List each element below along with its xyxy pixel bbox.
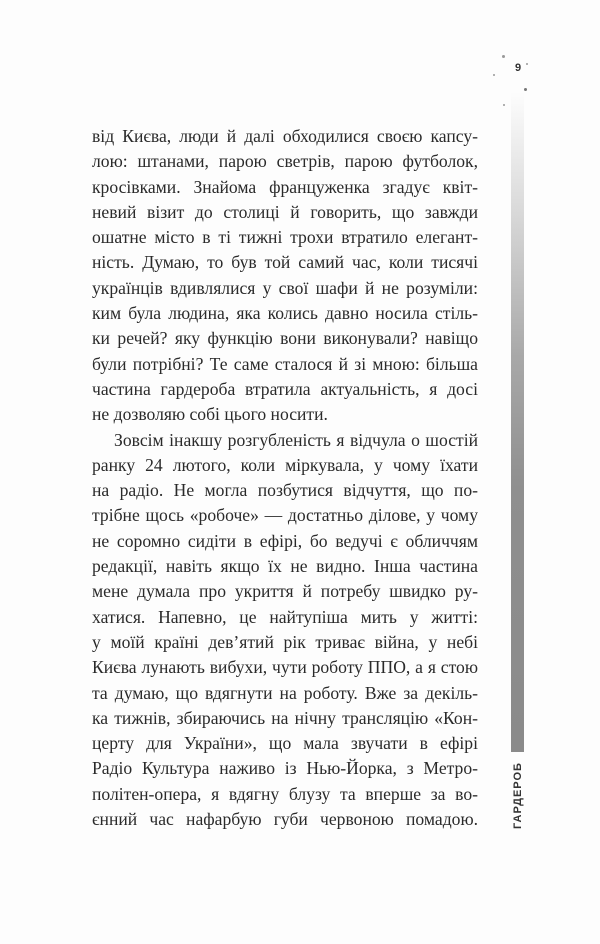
text-line: ки речей? яку функцію вони виконували? навіщо (92, 328, 478, 349)
text-line: від Києва, люди й далі обходилися своєю капсу- (92, 126, 478, 146)
text-line: не соромно сидіти в ефірі, бо ведучі є обличчям (92, 530, 478, 551)
text-line: хатися. Напевно, це найтупіша мить у житті: (92, 606, 478, 627)
text-line: українців вдивлялися у свої шафи й не розуміли: (92, 277, 478, 298)
text-line: ранку 24 лютого, коли міркувала, у чому їхати (92, 454, 478, 475)
text-line: не дозволяю собі цього носити. (92, 404, 328, 425)
page-number: 9 (514, 62, 522, 74)
text-line: на радіо. Не могла позбутися відчуття, що по- (92, 480, 478, 501)
text-line: ошатне місто в ті тижні трохи втратило елегант- (92, 227, 478, 248)
text-line: Радіо Культура наживо із Нью-Йорка, з Метро- (92, 758, 478, 779)
text-line: ність. Думаю, то був той самий час, коли тисячі (92, 252, 478, 273)
body-text (92, 124, 478, 832)
sparkle-decoration (502, 55, 505, 58)
text-line: були потрібні? Те саме сталося й зі мною: більша (92, 353, 478, 374)
text-line: у моїй країні дев’ятий рік триває війна, у небі (92, 631, 478, 652)
text-line: мене думала про укриття й потребу швидко ру- (92, 581, 478, 602)
text-line: ким була людина, яка колись давно носила стіль- (92, 303, 478, 324)
text-line: частина гардероба втратила актуальність, я досі (92, 378, 478, 399)
text-line: Зовсім інакшу розгубленість я відчула о шостій (114, 429, 478, 450)
text-line: ка тижнів, збираючись на нічну трансляцію «Кон- (92, 707, 478, 728)
text-line: церту для України», що мала звучати в ефірі (92, 733, 478, 754)
text-line: трібне щось «робоче» — достатньо ділове, у чому (92, 505, 478, 526)
text-line: Києва лунають вибухи, чути роботу ППО, а я стою (92, 657, 478, 678)
text-line: редакції, навіть якщо їх не видно. Інша частина (92, 556, 478, 577)
text-line: лою: штанами, парою светрів, парою футболок, (92, 151, 478, 172)
text-line: невий візит до столиці й говорить, що завжди (92, 201, 478, 222)
sparkle-decoration (526, 63, 528, 65)
section-gradient-bar (511, 92, 524, 752)
text-line: єнний час нафарбую губи червоною помадою. (92, 809, 478, 830)
text-line: та думаю, що вдягнути на роботу. Вже за декіль- (92, 682, 478, 703)
sparkle-decoration (503, 104, 505, 106)
sparkle-decoration (524, 88, 527, 91)
text-line: політен-опера, я вдягну блузу та вперше за во- (92, 783, 478, 804)
text-line: кросівками. Знайома француженка згадує квіт- (92, 176, 478, 197)
sparkle-decoration (493, 74, 495, 76)
section-title: ГАРДЕРОБ (512, 762, 524, 829)
